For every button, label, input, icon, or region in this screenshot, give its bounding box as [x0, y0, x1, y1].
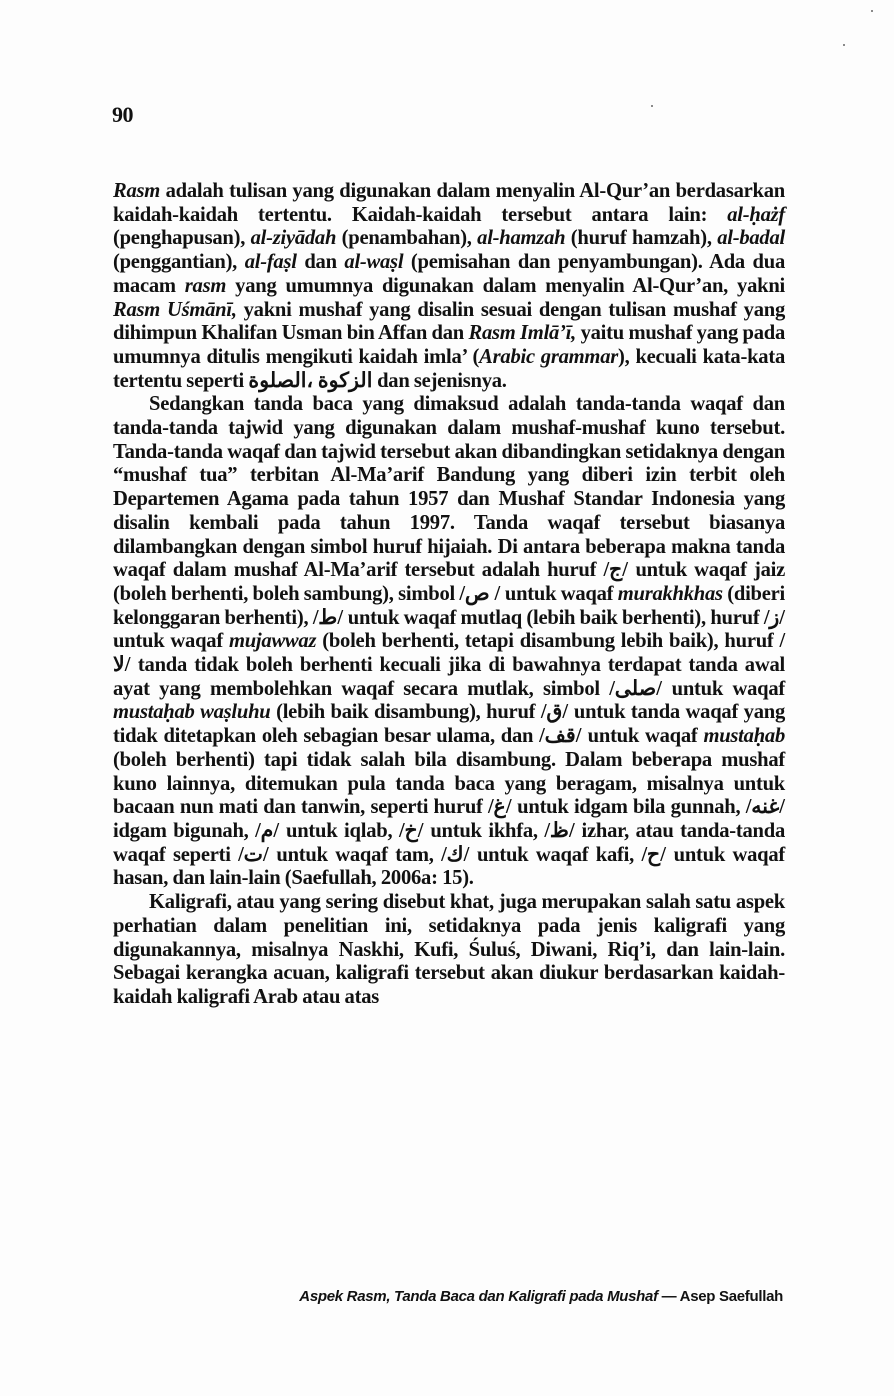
term-al-wasl: al-waṣl — [344, 251, 404, 274]
scan-speck — [651, 105, 653, 107]
term-rasm-usmani: Rasm Uśmānī, — [113, 298, 237, 321]
text-segment: dan — [296, 251, 345, 274]
body-text — [113, 180, 785, 1010]
term-al-ziyadah: al-ziyādah — [250, 227, 337, 250]
term-al-hazf: al-ḥażf — [727, 203, 785, 226]
scan-speck — [843, 44, 845, 46]
term-arabic-grammar: Arabic grammar — [479, 345, 619, 368]
page-number: 90 — [112, 102, 133, 127]
text-segment: (penambahan), — [336, 227, 478, 250]
text-segment: Kaligrafi, atau yang sering disebut khat, juga merupakan salah satu aspek perhatian dalam penelitian ini, setidaknya pada jenis kaligrafi yang digunakannya, misalnya Naskhi, Kufi, Śuluś, Diwani, Riq’i, dan lain-lain. Sebagai kerangka acuan, kaligrafi tersebut akan diukur berdasarkan kaidah-kaidah kaligrafi Arab atau atas — [113, 891, 785, 1008]
text-segment: (boleh berhenti) tapi tidak salah bila disambung. Dalam beberapa mushaf kuno lainnya, ditemukan pula tanda baca yang beragam, misalnya untuk bacaan nun mati dan tanwin, seperti huruf /غ/ untuk idgam bila gunnah, /غنه/ idgam bigunah, /م/ untuk iqlab, /خ/ untuk ikhfa, /ظ/ izhar, atau tanda-tanda waqaf seperti /ت/ untuk waqaf tam, /ك/ untuk waqaf kafi, /ح/ untuk waqaf hasan, dan lain-lain (Saefullah, 2006a: 15). — [113, 748, 786, 890]
text-segment: yakni mushaf yang disalin sesuai dengan tulisan mushaf yang dihimpun Khalifan Usman bin Affan dan — [113, 298, 785, 345]
scan-speck — [871, 10, 873, 12]
text-segment: adalah tulisan yang digunakan dalam menyalin Al-Qur’an berdasarkan kaidah-kaidah tertentu. Kaidah-kaidah tersebut antara lain: — [113, 180, 785, 226]
text-segment: yang umumnya digunakan dalam menyalin Al-Qur’an, yakni — [226, 274, 785, 297]
text-segment: dan sejenisnya. — [372, 369, 507, 392]
term-rasm-imlai: Rasm Imlā’ī, — [468, 322, 577, 345]
term-murakhkhas: murakhkhas — [617, 582, 723, 605]
author-name: Asep Saefullah — [679, 1288, 783, 1305]
term-rasm: rasm — [184, 274, 227, 297]
term-al-badal: al-badal — [717, 227, 785, 250]
text-segment: (boleh berhenti, tetapi disambung lebih baik), huruf /لا/ tanda tidak boleh berhenti kecuali jika di bawahnya terdapat tanda awal ayat yang membolehkan waqaf secara mutlak, simbol /صلى/ untuk waqaf — [113, 630, 786, 700]
paragraph-kaligrafi — [113, 891, 785, 1010]
text-segment: (penghapusan), — [113, 227, 251, 250]
book-title: Aspek Rasm, Tanda Baca dan Kaligrafi pada Mushaf — [299, 1288, 658, 1305]
text-segment: (lebih baik disambung), huruf /ق/ untuk tanda waqaf yang tidak ditetapkan oleh sebagian besar ulama, dan /قف/ untuk waqaf — [113, 701, 785, 748]
text-segment: (diberi kelonggaran berhenti), /ط/ untuk waqaf mutlaq (lebih baik berhenti), huruf /ز/ untuk waqaf — [113, 582, 786, 653]
arabic-example-words: الزكوة ،الصلوة — [248, 369, 373, 392]
text-segment: (penggantian), — [113, 251, 245, 274]
text-segment: (huruf hamzah), — [565, 227, 718, 250]
text-segment: ), kecuali kata-kata tertentu seperti — [113, 345, 785, 392]
term-al-fasl: al-faṣl — [244, 251, 297, 274]
footer-separator: — — [657, 1288, 680, 1305]
paragraph-tanda-baca — [113, 393, 785, 891]
running-footer — [299, 1288, 783, 1305]
paragraph-rasm — [113, 180, 785, 393]
term-mustahab-wasluhu: mustaḥab waṣluhu — [113, 701, 271, 724]
text-segment: yaitu mushaf yang pada umumnya ditulis mengikuti kaidah imla’ ( — [113, 322, 786, 368]
term-mujawwaz: mujawwaz — [228, 630, 317, 653]
term-mustahab: mustaḥab — [703, 725, 785, 748]
term-rasm: Rasm — [113, 180, 161, 202]
term-al-hamzah: al-hamzah — [477, 227, 566, 250]
text-segment: Sedangkan tanda baca yang dimaksud adalah tanda-tanda waqaf dan tanda-tanda tajwid yang digunakan dalam mushaf-mushaf kuno tersebut. Tanda-tanda waqaf dan tajwid tersebut akan dibandingkan setidaknya dengan “mushaf tua” terbitan Al-Ma’arif Bandung yang diberi izin terbit oleh Departemen Agama pada tahun 1957 dan Mushaf Standar Indonesia yang disalin kembali pada tahun 1997. Tanda waqaf tersebut biasanya dilambangkan dengan simbol huruf hijaiah. Di antara beberapa makna tanda waqaf dalam mushaf Al-Ma’arif tersebut adalah huruf /ج/ untuk waqaf jaiz (boleh berhenti, boleh sambung), simbol /ص / untuk waqaf — [113, 393, 785, 605]
text-segment: (pemisahan dan penyambungan). Ada dua macam — [113, 251, 785, 297]
